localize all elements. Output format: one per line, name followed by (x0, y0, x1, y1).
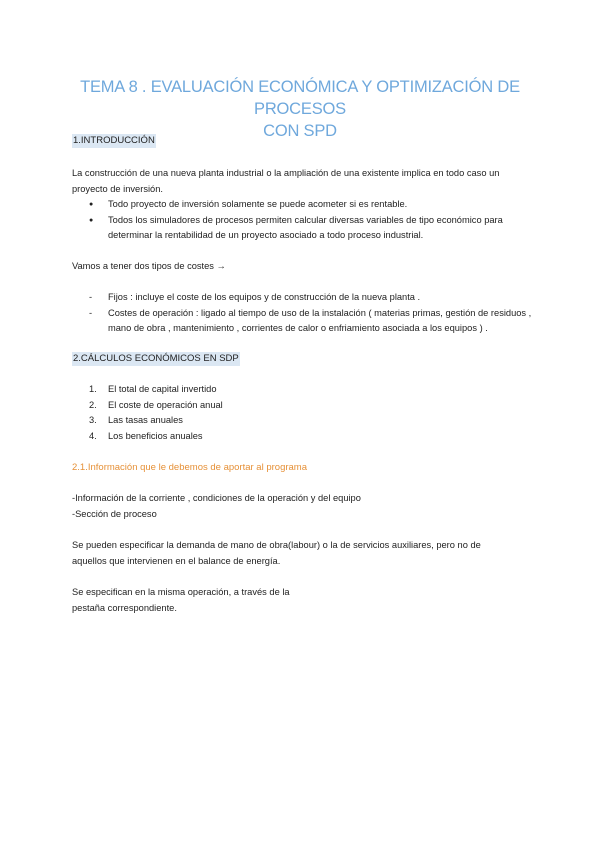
subsection-heading: 2.1.Información que le debemos de aportar al programa (72, 462, 307, 473)
section-heading-introduccion: 1.INTRODUCCIÓN (73, 135, 155, 146)
list-item-text: El coste de operación anual (108, 399, 223, 410)
services-paragraph (72, 538, 532, 569)
text-line: -Sección de proceso (72, 508, 157, 519)
list-number: 3. (89, 415, 97, 425)
list-item-text: Costes de operación : ligado al tiempo de uso de la instalación ( materias primas, gestión de residuos , (108, 307, 532, 318)
dash-icon: - (89, 307, 93, 318)
bullet-list (72, 197, 532, 244)
list-item-text: determinar la rentabilidad de un proyecto asociado a todo proceso industrial. (108, 230, 424, 240)
list-item-text: Todo proyecto de inversión solamente se puede acometer si es rentable. (108, 199, 408, 209)
text-line: Se pueden especificar la demanda de mano de obra(labour) o la de servicios auxiliares, pero no de (72, 540, 481, 550)
list-item (72, 290, 532, 306)
text-line: proyecto de inversión. (72, 183, 163, 194)
page-title (60, 76, 540, 142)
title-line-1: TEMA 8 . EVALUACIÓN ECONÓMICA Y OPTIMIZACIÓN DE PROCESOS (80, 78, 520, 118)
list-item-text: Fijos : incluye el coste de los equipos y de construcción de la nueva planta . (108, 292, 421, 302)
list-item (72, 413, 532, 429)
dash-icon: - (89, 292, 93, 302)
list-number: 4. (89, 430, 97, 441)
info-paragraph (72, 491, 532, 522)
list-item-text: mano de obra , mantenimiento , corrientes de calor o enfriamiento asociada a los equipos ) . (108, 323, 488, 333)
list-item (72, 429, 532, 445)
title-line-2: CON SPD (263, 122, 337, 140)
bullet-icon: ● (89, 216, 94, 224)
text-line: -Información de la corriente , condiciones de la operación y del equipo (72, 493, 361, 503)
list-item-text: Los beneficios anuales (108, 430, 203, 441)
section-heading-calculos: 2.CÁLCULOS ECONÓMICOS EN SDP (73, 353, 239, 364)
list-number: 2. (89, 399, 97, 410)
list-item (72, 213, 532, 244)
text-line: La construcción de una nueva planta industrial o la ampliación de una existente implica en todo caso un (72, 168, 500, 178)
costs-intro: Vamos a tener dos tipos de costes → (72, 261, 226, 271)
numbered-list (72, 382, 532, 444)
list-item (72, 306, 532, 337)
list-item (72, 197, 532, 213)
list-item (72, 398, 532, 414)
bullet-icon: ● (89, 201, 94, 208)
intro-paragraph (72, 166, 532, 197)
list-item (72, 382, 532, 398)
text-line: aquellos que intervienen en el balance de energía. (72, 555, 281, 566)
costs-list (72, 290, 532, 337)
operation-paragraph (72, 585, 532, 616)
text-line: Se especifican en la misma operación, a través de la (72, 587, 290, 597)
list-item-text: El total de capital invertido (108, 384, 217, 394)
text-line: pestaña correspondiente. (72, 602, 177, 613)
list-number: 1. (89, 384, 97, 394)
list-item-text: Las tasas anuales (108, 415, 183, 425)
list-item-text: Todos los simuladores de procesos permiten calcular diversas variables de tipo económico para (108, 214, 503, 225)
